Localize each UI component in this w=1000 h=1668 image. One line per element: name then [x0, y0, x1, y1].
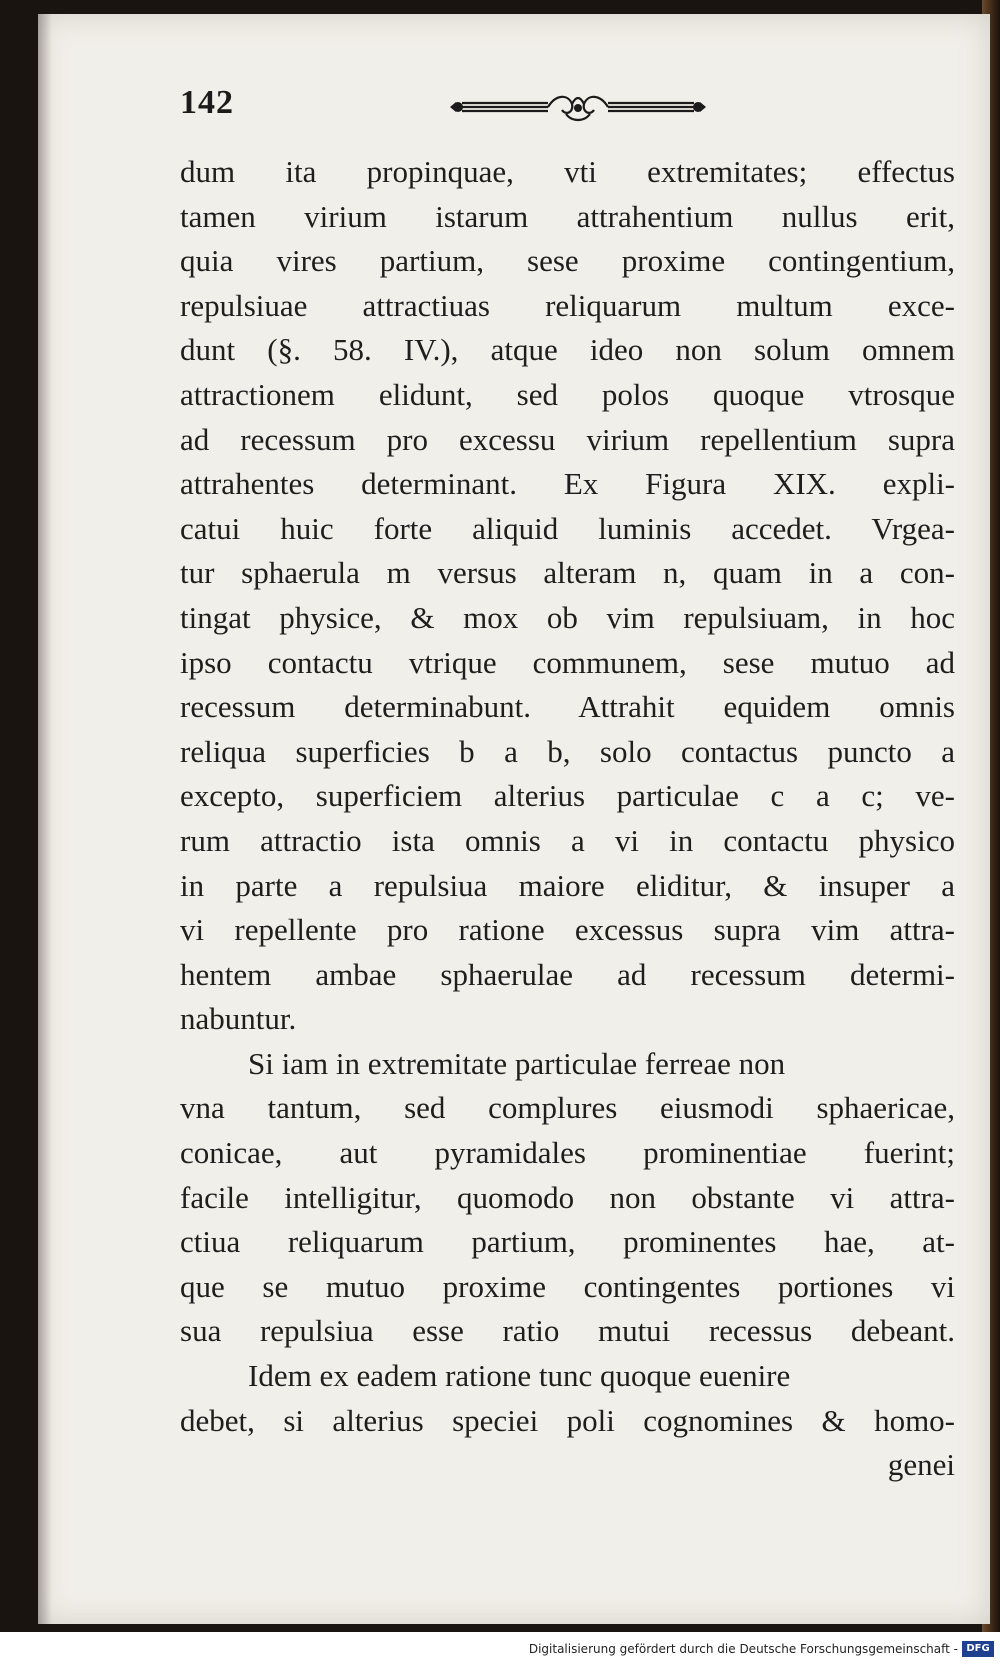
text-line: vna tantum, sed complures eiusmodi sphaericae,: [180, 1090, 955, 1126]
text-line: ad recessum pro excessu virium repellentium supra: [180, 421, 955, 457]
text-line: reliqua superficies b a b, solo contactus puncto a: [180, 733, 955, 769]
text-line: vi repellente pro ratione excessus supra vim attra-: [180, 912, 955, 948]
text-line: in parte a repulsiua maiore eliditur, & insuper a: [180, 867, 955, 903]
body-text: [180, 150, 955, 1488]
text-line: attrahentes determinant. Ex Figura XIX. expli-: [180, 466, 955, 502]
text-line: nabuntur.: [180, 1001, 297, 1037]
text-line: tamen virium istarum attrahentium nullus erit,: [180, 198, 955, 234]
text-line: tur sphaerula m versus alteram n, quam in a con-: [180, 555, 955, 591]
gutter-shadow: [38, 14, 52, 1624]
text-line: ctiua reliquarum partium, prominentes hae, at-: [180, 1224, 955, 1260]
text-line: repulsiuae attractiuas reliquarum multum exce-: [180, 287, 955, 323]
text-line: quia vires partium, sese proxime contingentium,: [180, 243, 955, 279]
text-line: attractionem elidunt, sed polos quoque vtrosque: [180, 376, 955, 412]
text-line: recessum determinabunt. Attrahit equidem omnis: [180, 689, 955, 725]
text-line: ipso contactu vtrique communem, sese mutuo ad: [180, 644, 955, 680]
text-line: genei: [887, 1447, 955, 1483]
text-line: excepto, superficiem alterius particulae c a c; ve-: [180, 778, 955, 814]
text-line: sua repulsiua esse ratio mutui recessus debeant.: [180, 1313, 955, 1349]
text-line: catui huic forte aliquid luminis accedet. Vrgea-: [180, 510, 955, 546]
footer-credit: Digitalisierung gefördert durch die Deutsche Forschungsgemeinschaft -: [528, 1642, 958, 1656]
footer-bar: [0, 1632, 1000, 1668]
text-line: Si iam in extremitate particulae ferreae non: [248, 1045, 786, 1081]
text-line: dunt (§. 58. IV.), atque ideo non solum omnem: [180, 332, 955, 368]
text-line: hentem ambae sphaerulae ad recessum determi-: [180, 956, 955, 992]
text-line: debet, si alterius speciei poli cognomines & homo-: [180, 1402, 955, 1438]
ornament-icon: [448, 92, 708, 122]
text-line: que se mutuo proxime contingentes portiones vi: [180, 1268, 955, 1304]
page-header: [180, 84, 940, 134]
text-line: facile intelligitur, quomodo non obstante vi attra-: [180, 1179, 955, 1215]
text-line: tingat physice, & mox ob vim repulsiuam, in hoc: [180, 599, 955, 635]
text-line: Idem ex eadem ratione tunc quoque euenire: [248, 1358, 791, 1394]
text-line: dum ita propinquae, vti extremitates; effectus: [180, 154, 955, 189]
text-line: rum attractio ista omnis a vi in contactu physico: [180, 822, 955, 858]
page-number: 142: [180, 84, 234, 121]
text-line: conicae, aut pyramidales prominentiae fuerint;: [180, 1135, 955, 1171]
dfg-logo: DFG: [962, 1641, 994, 1657]
